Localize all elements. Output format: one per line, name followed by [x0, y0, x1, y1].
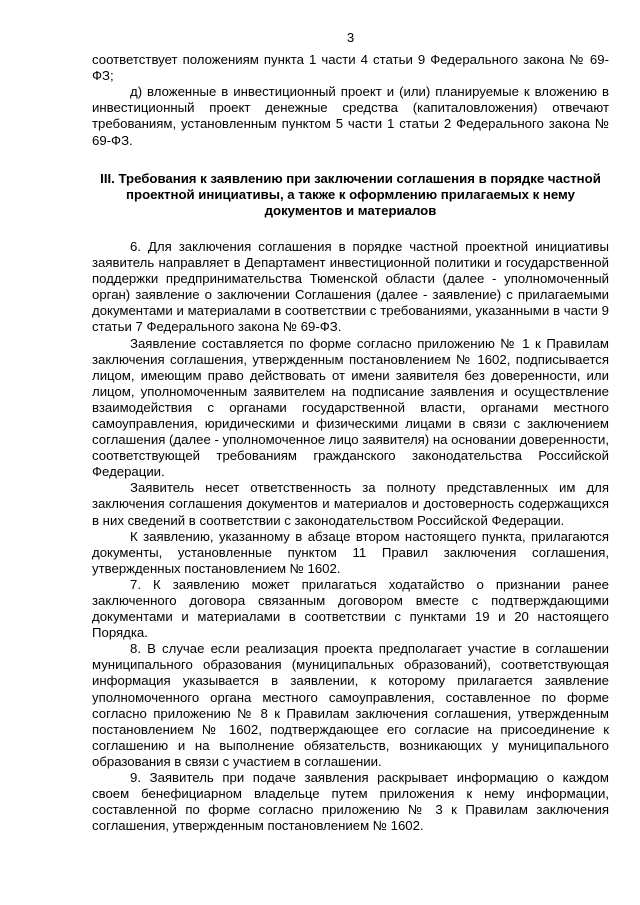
paragraph-7: 7. К заявлению может прилагаться ходатайство о признании ранее заключенного договора связанным договором вместе с подтверждающими документами и материалами в соответствии с пунктами 19 и 20 настоящего Порядка.	[92, 576, 609, 641]
paragraph-6-attachments: К заявлению, указанному в абзаце втором настоящего пункта, прилагаются документы, установленные пунктом 11 Правил заключения соглашения, утвержденных постановлением № 1602.	[92, 528, 609, 576]
paragraph-9: 9. Заявитель при подаче заявления раскрывает информацию о каждом своем бенефициарном владельце путем приложения к нему информации, составленной по форме согласно приложению № 3 к Правилам заключения соглашения, утвержденным постановлением № 1602.	[92, 770, 609, 834]
intro-paragraph-2: д) вложенные в инвестиционный проект и (или) планируемые к вложению в инвестиционный проект денежные средства (капиталовложения) отвечают требованиям, установленным пунктом 5 части 1 статьи 2 Федерального закона № 69-ФЗ.	[92, 84, 609, 148]
paragraph-6: 6. Для заключения соглашения в порядке частной проектной инициативы заявитель направляет в Департамент инвестиционной политики и государственной поддержки предпринимательства Тюменской области (далее - уполномоченный орган) заявление о заключении Соглашения (далее - заявление) с прилагаемыми документами и материалами в соответствии с требованиями, указанными в части 9 статьи 7 Федерального закона № 69-ФЗ.	[92, 238, 609, 335]
paragraph-6-responsibility: Заявитель несет ответственность за полноту представленных им для заключения соглашения документов и материалов и достоверность содержащихся в них сведений в соответствии с законодательством Российской Федерации.	[92, 480, 609, 528]
paragraph-8: 8. В случае если реализация проекта предполагает участие в соглашении муниципального образования (муниципальных образований), соответствующая информация указывается в заявлении, к которому прилагается заявление уполномоченного органа местного самоуправления, составленное по форме согласно приложению № 8 к Правилам заключения соглашения, утвержденным постановлением № 1602, подтверждающее его согласие на присоединение к соглашению и на выполнение обязательств, возникающих у муниципального образования в связи с участием в соглашении.	[92, 641, 609, 769]
page-number: 3	[346, 30, 355, 45]
intro-paragraph-1: соответствует положениям пункта 1 части 4 статьи 9 Федерального закона № 69-ФЗ;	[92, 52, 609, 84]
section-heading: III. Требования к заявлению при заключении соглашения в порядке частной проектной инициативы, а также к оформлению прилагаемых к нему документов и материалов	[100, 170, 601, 218]
document-page	[92, 30, 609, 834]
paragraph-6-application-form: Заявление составляется по форме согласно приложению № 1 к Правилам заключения соглашения, утвержденным постановлением № 1602, подписывается лицом, имеющим право действовать от имени заявителя без доверенности, или лицом, уполномоченным заявителем на подписание заявления и осуществление взаимодействия с органами государственной власти, органами местного самоуправления, юридическими и физическими лицами в связи с заключением соглашения (далее - уполномоченное лицо заявителя) на основании доверенности, соответствующей требованиям гражданского законодательства Российской Федерации.	[92, 335, 609, 480]
